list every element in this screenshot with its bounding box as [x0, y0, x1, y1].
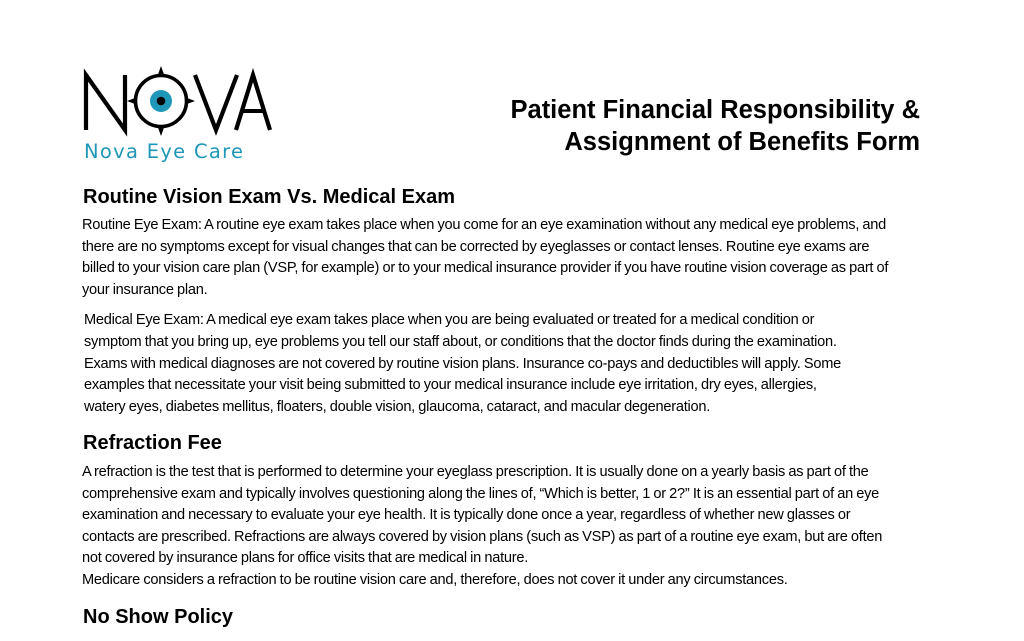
nova-wordmark-graphic — [83, 64, 273, 140]
paragraph-line: watery eyes, diabetes mellitus, floaters, double vision, glaucoma, cataract, and macular degeneration. — [84, 399, 711, 416]
form-title-line: Patient Financial Responsibility & — [510, 96, 920, 124]
logo-subtitle: Nova Eye Care — [84, 140, 245, 163]
paragraph-line: contacts are prescribed. Refractions are always covered by vision plans (such as VSP) as part of a routine eye exam, but are often — [82, 528, 883, 545]
routine-exam-paragraph — [82, 215, 888, 301]
paragraph-line: Routine Eye Exam: A routine eye exam takes place when you come for an eye examination without any medical eye problems, and — [82, 217, 887, 233]
paragraph-line: A refraction is the test that is performed to determine your eyeglass prescription. It is usually done on a yearly basis as part of the — [82, 464, 869, 480]
paragraph-line: Exams with medical diagnoses are not covered by routine vision plans. Insurance co-pays and deductibles will apply. Some — [84, 355, 842, 372]
paragraph-line: comprehensive exam and typically involves questioning along the lines of, “Which is better, 1 or 2?” It is an essential part of an eye — [82, 485, 880, 502]
section-heading-refraction-fee: Refraction Fee — [83, 432, 222, 454]
paragraph-line: Medical Eye Exam: A medical eye exam takes place when you are being evaluated or treated for a medical condition or — [84, 312, 815, 328]
paragraph-line: billed to your vision care plan (VSP, for example) or to your medical insurance provider if you have routine vision coverage as part of — [82, 260, 889, 276]
form-title — [511, 95, 921, 158]
paragraph-line: Medicare considers a refraction to be routine vision care and, therefore, does not cover it under any circumstances. — [82, 571, 788, 588]
section-heading-routine-vs-medical: Routine Vision Exam Vs. Medical Exam — [83, 186, 455, 208]
paragraph-line: not covered by insurance plans for office visits that are medical in nature. — [82, 550, 529, 566]
paragraph-line: there are no symptoms except for visual changes that can be corrected by eyeglasses or contact lenses. Routine eye exams are — [82, 238, 870, 255]
section-heading-no-show-policy: No Show Policy — [83, 606, 234, 628]
form-title-line: Assignment of Benefits Form — [564, 127, 920, 156]
paragraph-line: symptom that you bring up, eye problems you tell our staff about, or conditions that the doctor finds during the examination. — [84, 333, 837, 350]
nova-logo — [83, 64, 283, 164]
paragraph-line: examples that necessitate your visit being submitted to your medical insurance include eye irritation, dry eyes, allergies, — [84, 377, 817, 394]
paragraph-line: examination and necessary to evaluate your eye health. It is typically done once a year, regardless of whether new glasses or — [82, 507, 851, 523]
medical-exam-paragraph — [84, 310, 841, 419]
paragraph-line: your insurance plan. — [82, 281, 208, 298]
refraction-fee-paragraph — [82, 462, 882, 591]
